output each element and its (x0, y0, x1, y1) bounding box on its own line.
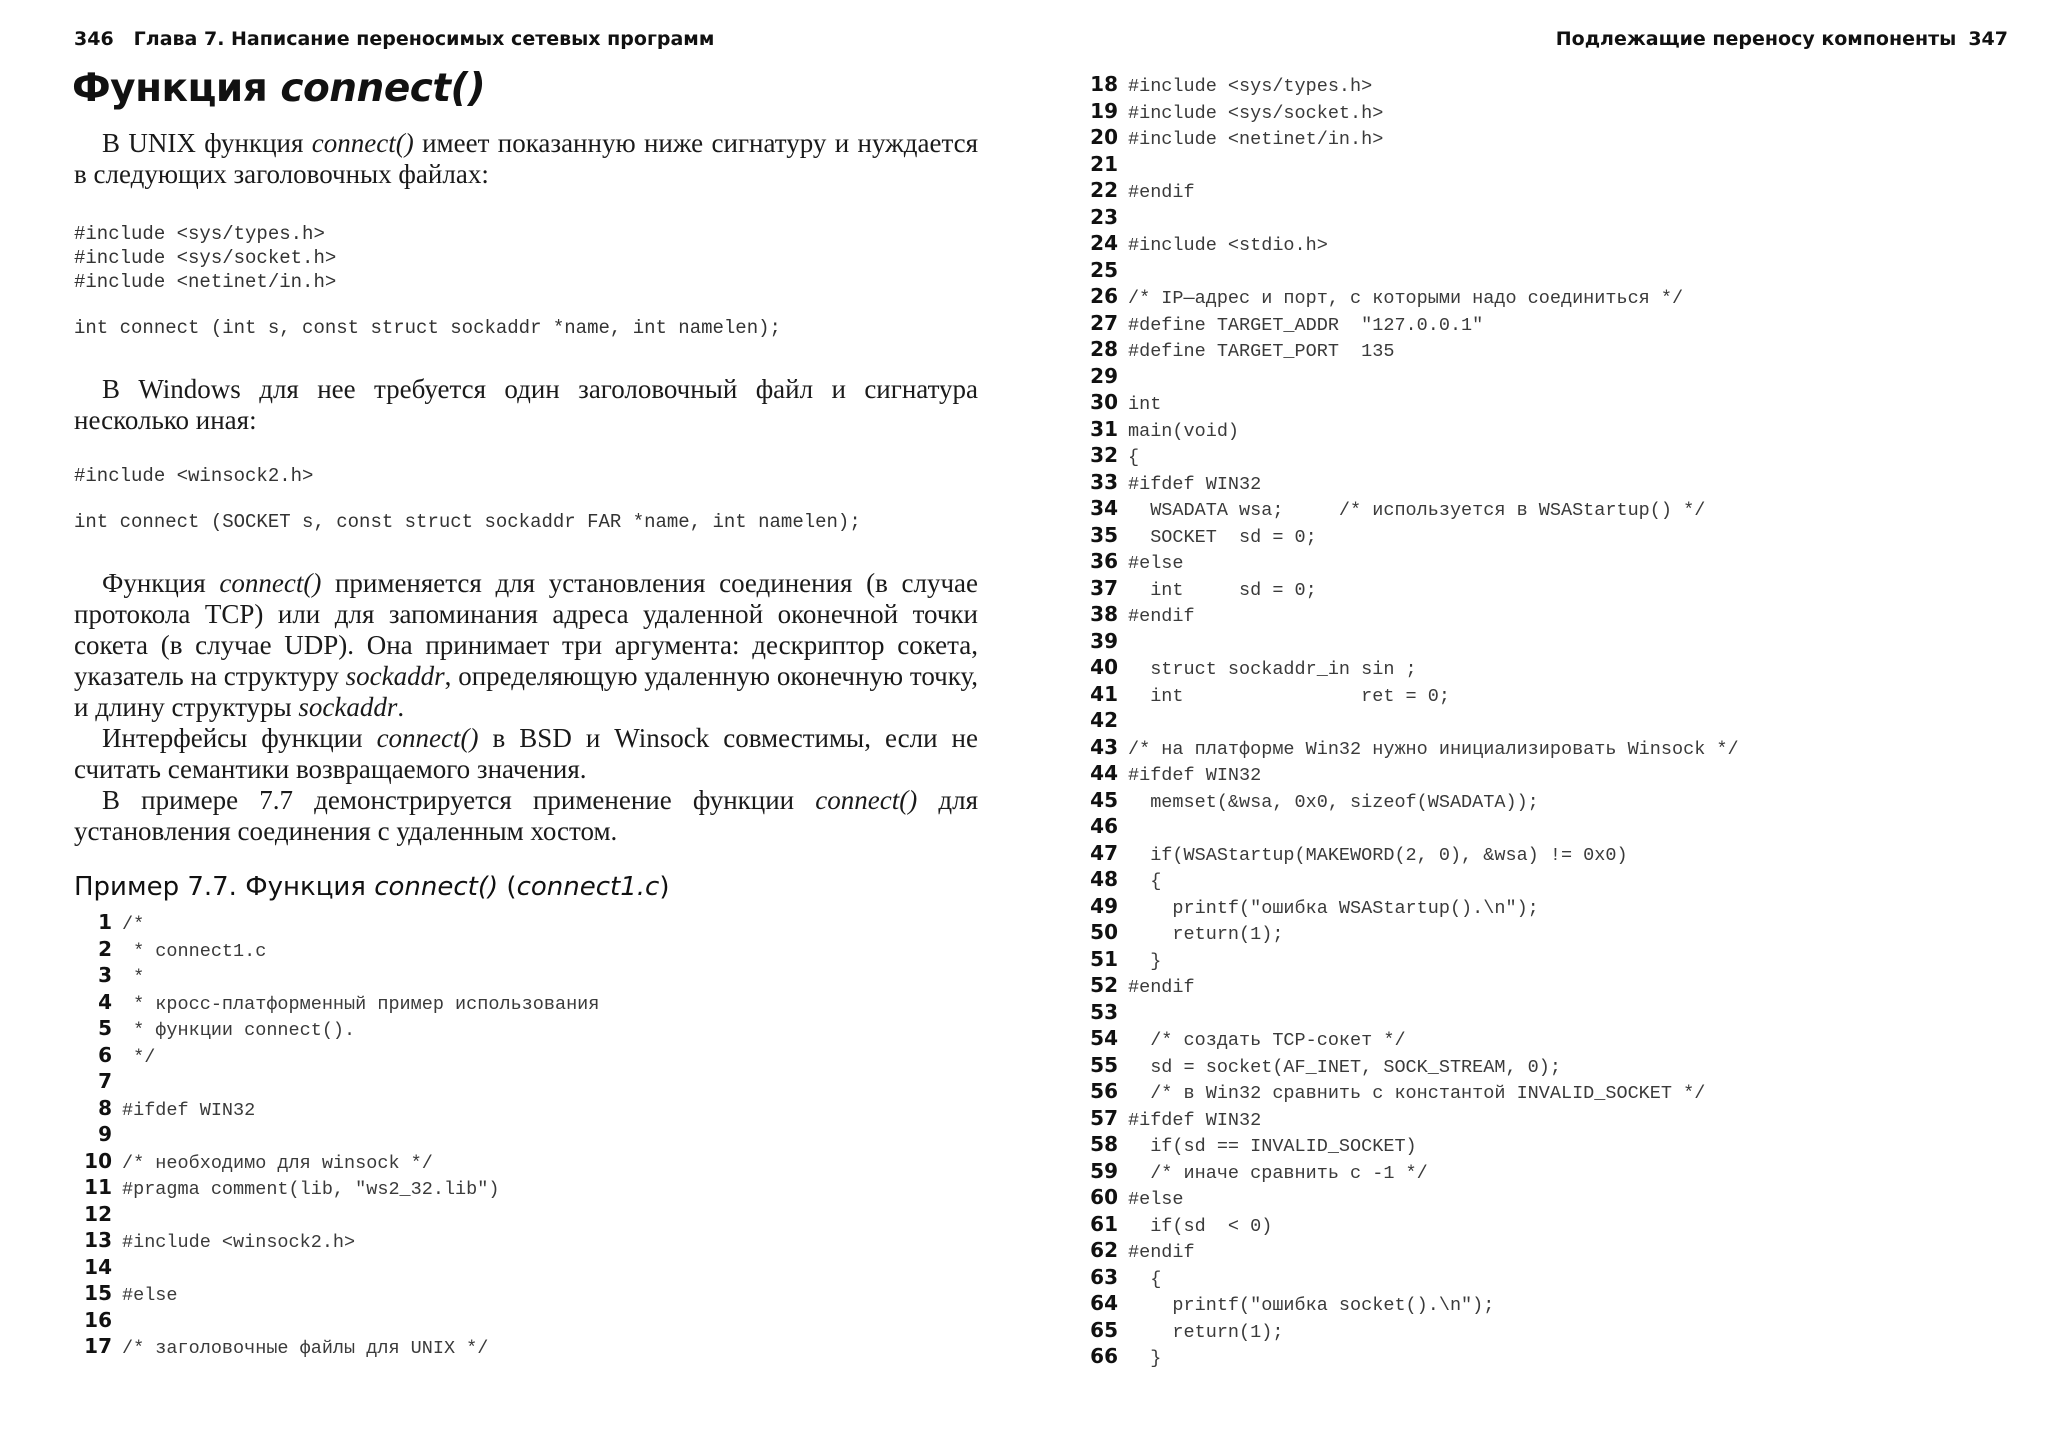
line-number: 48 (1090, 867, 1118, 891)
section-title-prefix: Функция (72, 66, 268, 111)
unix-code-block (74, 222, 781, 340)
line-code: #else (1128, 553, 1184, 574)
listing-line (1080, 495, 1739, 522)
code-line: int connect (int s, const struct sockaddr *name, int namelen); (74, 317, 781, 339)
listing-line (1080, 151, 1739, 178)
listing-line (1080, 1052, 1739, 1079)
code-line: #include <winsock2.h> (74, 465, 314, 487)
line-number: 5 (98, 1016, 112, 1040)
line-number: 15 (84, 1281, 112, 1305)
listing-line (1080, 177, 1739, 204)
left-page-number: 346 (74, 28, 114, 50)
line-number: 14 (84, 1254, 112, 1279)
line-code: } (1128, 1348, 1162, 1369)
line-number: 66 (1090, 1344, 1118, 1368)
line-number: 44 (1090, 761, 1118, 785)
listing-line (1080, 257, 1739, 284)
example-caption-paren: ) (659, 872, 670, 902)
line-code: printf("ошибка socket().\n"); (1128, 1295, 1495, 1316)
listing-line (1080, 548, 1739, 575)
listing-line (1080, 840, 1739, 867)
line-number: 28 (1090, 337, 1118, 361)
listing-line (74, 962, 599, 989)
example-text-2: для установления соединения с удаленным хостом. (74, 785, 978, 846)
example-label: Пример 7.7. (74, 872, 237, 902)
listing-line (1080, 919, 1739, 946)
line-code: main(void) (1128, 420, 1240, 442)
line-number: 51 (1090, 946, 1118, 971)
purpose-struct-name: sockaddr (298, 692, 398, 722)
line-code: #else (122, 1285, 178, 1306)
line-number: 16 (84, 1307, 112, 1332)
line-number: 7 (98, 1069, 112, 1093)
line-code: /* на платформе Win32 нужно инициализировать Winsock */ (1128, 738, 1739, 760)
example-function-name: connect() (815, 785, 918, 815)
listing-line (74, 1280, 599, 1307)
line-code: struct sockaddr_in sin ; (1128, 659, 1417, 680)
listing-line (1080, 363, 1739, 390)
line-number: 21 (1090, 151, 1118, 176)
line-code: #pragma comment(lib, "ws2_32.lib") (122, 1179, 500, 1200)
line-number: 39 (1090, 628, 1118, 653)
purpose-text-4: . (397, 692, 405, 722)
listing-line (1080, 1290, 1739, 1317)
line-number: 40 (1090, 655, 1118, 679)
purpose-text-2: применяется для установления соединения (в случае протокола TCP) или для запоминания адреса удаленной оконечной точки сокета (в случае UDP). Она принимает три аргумента: дескриптор сокета, указатель на структуру (74, 568, 979, 691)
line-number: 36 (1090, 549, 1118, 573)
left-running-head-text: Глава 7. Написание переносимых сетевых программ (133, 28, 715, 50)
line-number: 23 (1090, 204, 1118, 229)
purpose-function-name: connect() (219, 568, 322, 598)
line-code: { (1128, 1268, 1162, 1290)
line-code: sd = socket(AF_INET, SOCK_STREAM, 0); (1128, 1056, 1561, 1078)
listing-line (1080, 1025, 1739, 1052)
listing-line (1080, 1211, 1739, 1238)
line-code: { (1128, 871, 1162, 892)
line-number: 12 (84, 1201, 112, 1226)
line-code: /* необходимо для winsock */ (122, 1152, 433, 1174)
listing-line (1080, 1184, 1739, 1211)
line-number: 22 (1090, 178, 1118, 202)
listing-line (1080, 283, 1739, 310)
line-code: return(1); (1128, 1321, 1284, 1343)
line-code: /* иначе сравнить с -1 */ (1128, 1162, 1428, 1184)
line-number: 64 (1090, 1291, 1118, 1315)
line-code: int sd = 0; (1128, 579, 1317, 601)
line-code: /* в Win32 сравнить с константой INVALID_SOCKET */ (1128, 1083, 1706, 1104)
example-intro-paragraph (74, 785, 978, 847)
line-code: #ifdef WIN32 (1128, 765, 1262, 786)
line-number: 25 (1090, 257, 1118, 282)
code-line (74, 294, 781, 316)
purpose-paragraph (74, 568, 978, 723)
compat-paragraph (74, 723, 978, 785)
example-caption (74, 872, 669, 902)
listing-line (1080, 601, 1739, 628)
line-number: 6 (98, 1042, 112, 1067)
line-code: /* (122, 914, 145, 935)
line-number: 17 (84, 1334, 112, 1358)
listing-line (1080, 98, 1739, 125)
section-title-function: connect() (280, 66, 486, 111)
listing-line (1080, 1158, 1739, 1185)
line-number: 52 (1090, 973, 1118, 997)
line-code: #include <sys/socket.h> (1128, 102, 1384, 124)
right-running-head-text: Подлежащие переносу компоненты (1555, 28, 1957, 50)
line-code: if(sd < 0) (1128, 1215, 1273, 1237)
line-code: * кросс-платформенный пример использования (122, 993, 600, 1015)
listing-line (74, 1015, 599, 1042)
line-number: 65 (1090, 1317, 1118, 1342)
line-code: if(sd == INVALID_SOCKET) (1128, 1136, 1417, 1157)
listing-line (1080, 336, 1739, 363)
listing-line (1080, 628, 1739, 655)
line-number: 2 (98, 936, 112, 961)
line-number: 54 (1090, 1026, 1118, 1050)
line-code: #include <stdio.h> (1128, 235, 1328, 256)
listing-line (1080, 866, 1739, 893)
listing-line (1080, 813, 1739, 840)
listing-line (74, 1042, 599, 1069)
listing-line (1080, 1343, 1739, 1370)
line-number: 33 (1090, 469, 1118, 494)
line-code: */ (122, 1046, 156, 1068)
section-title (72, 66, 485, 111)
line-code: #endif (1128, 1242, 1195, 1263)
line-number: 53 (1090, 999, 1118, 1024)
listing-line (1080, 204, 1739, 231)
line-number: 13 (84, 1228, 112, 1252)
code-line (74, 488, 861, 510)
line-code: #ifdef WIN32 (1128, 1109, 1262, 1131)
listing-line (74, 1254, 599, 1281)
line-number: 18 (1090, 72, 1118, 96)
code-line: #include <sys/types.h> (74, 223, 325, 245)
example-caption-function: connect() (374, 872, 499, 902)
right-page-number: 347 (1968, 28, 2008, 50)
line-number: 1 (98, 910, 112, 934)
line-code: #define TARGET_PORT 135 (1128, 341, 1395, 362)
windows-paragraph: В Windows для нее требуется один заголовочный файл и сигнатура несколько иная: (74, 374, 978, 435)
line-number: 41 (1090, 681, 1118, 706)
line-code: * функции connect(). (122, 1020, 356, 1041)
intro-text-1: В UNIX функция (102, 128, 312, 158)
intro-paragraph (74, 128, 978, 190)
line-code: if(WSAStartup(MAKEWORD(2, 0), &wsa) != 0x0) (1128, 844, 1628, 866)
intro-text-2: имеет показанную ниже сигнатуру и нуждается в следующих заголовочных файлах: (74, 128, 979, 189)
line-number: 63 (1090, 1264, 1118, 1289)
listing-line (1080, 575, 1739, 602)
line-code: #include <winsock2.h> (122, 1232, 356, 1253)
listing-line (1080, 310, 1739, 337)
listing-line (1080, 972, 1739, 999)
line-number: 24 (1090, 231, 1118, 255)
listing-line (1080, 999, 1739, 1026)
line-number: 20 (1090, 125, 1118, 149)
line-number: 58 (1090, 1132, 1118, 1156)
line-number: 50 (1090, 920, 1118, 944)
listing-line (74, 1148, 599, 1175)
line-code: #define TARGET_ADDR "127.0.0.1" (1128, 314, 1484, 336)
line-number: 35 (1090, 522, 1118, 547)
code-listing-right (1080, 71, 1739, 1370)
listing-line (1080, 1105, 1739, 1132)
line-code: } (1128, 950, 1162, 972)
line-number: 11 (84, 1175, 112, 1199)
code-line: #include <sys/socket.h> (74, 247, 337, 269)
line-number: 60 (1090, 1185, 1118, 1209)
purpose-text-3: , определяющую удаленную оконечную точку, и длину структуры (74, 661, 978, 722)
line-number: 45 (1090, 787, 1118, 812)
line-code: printf("ошибка WSAStartup().\n"); (1128, 897, 1539, 919)
line-number: 4 (98, 989, 112, 1014)
line-number: 34 (1090, 496, 1118, 520)
line-number: 56 (1090, 1079, 1118, 1103)
line-number: 31 (1090, 416, 1118, 441)
listing-line (74, 909, 599, 936)
listing-line (1080, 1317, 1739, 1344)
line-number: 49 (1090, 893, 1118, 918)
line-number: 10 (84, 1148, 112, 1173)
listing-line (1080, 1078, 1739, 1105)
line-number: 29 (1090, 363, 1118, 388)
line-number: 37 (1090, 575, 1118, 600)
listing-line (74, 1095, 599, 1122)
line-code: * (122, 967, 145, 988)
line-code: int ret = 0; (1128, 685, 1450, 707)
listing-line (1080, 1264, 1739, 1291)
line-number: 62 (1090, 1238, 1118, 1262)
line-code: /* заголовочные файлы для UNIX */ (122, 1338, 489, 1359)
code-listing-left (74, 909, 599, 1360)
compat-text-1: Интерфейсы функции (102, 723, 377, 753)
left-running-head (74, 28, 714, 50)
listing-line (1080, 124, 1739, 151)
listing-line (1080, 1237, 1739, 1264)
listing-line (1080, 416, 1739, 443)
line-code: /* IP—адрес и порт, с которыми надо соединиться */ (1128, 288, 1684, 309)
line-code: { (1128, 447, 1140, 468)
listing-line (74, 1174, 599, 1201)
line-number: 3 (98, 963, 112, 987)
line-code: /* создать TCP-сокет */ (1128, 1030, 1406, 1051)
purpose-text-1: Функция (102, 568, 220, 598)
example-caption-text: Функция (236, 872, 375, 902)
listing-line (1080, 787, 1739, 814)
line-code: #endif (1128, 977, 1195, 998)
listing-line (1080, 707, 1739, 734)
listing-line (74, 1333, 599, 1360)
line-code: #include <sys/types.h> (1128, 76, 1373, 97)
line-code: * connect1.c (122, 940, 267, 962)
line-number: 8 (98, 1095, 112, 1120)
code-line: #include <netinet/in.h> (74, 271, 337, 293)
listing-line (1080, 734, 1739, 761)
right-page (1024, 0, 2048, 1447)
listing-line (74, 1068, 599, 1095)
line-number: 47 (1090, 840, 1118, 865)
example-text-1: В примере 7.7 демонстрируется применение функции (102, 785, 816, 815)
example-caption-filename: connect1.c (516, 872, 660, 902)
listing-line (1080, 442, 1739, 469)
purpose-struct-name: sockaddr (345, 661, 445, 691)
line-number: 43 (1090, 734, 1118, 759)
right-running-head (1556, 28, 2008, 50)
line-number: 9 (98, 1122, 112, 1146)
listing-line (1080, 230, 1739, 257)
line-code: return(1); (1128, 924, 1284, 945)
listing-line (1080, 389, 1739, 416)
line-code: int (1128, 394, 1162, 415)
line-code: #else (1128, 1189, 1184, 1210)
listing-line (1080, 71, 1739, 98)
listing-line (1080, 946, 1739, 973)
line-number: 61 (1090, 1211, 1118, 1236)
listing-line (1080, 893, 1739, 920)
line-number: 38 (1090, 602, 1118, 626)
listing-line (1080, 522, 1739, 549)
listing-line (74, 1121, 599, 1148)
code-line: int connect (SOCKET s, const struct sockaddr FAR *name, int namelen); (74, 511, 861, 533)
line-code: SOCKET sd = 0; (1128, 526, 1317, 548)
listing-line (1080, 681, 1739, 708)
line-code: memset(&wsa, 0x0, sizeof(WSADATA)); (1128, 791, 1539, 813)
line-number: 32 (1090, 443, 1118, 467)
line-number: 59 (1090, 1158, 1118, 1183)
listing-line (74, 1227, 599, 1254)
listing-line (74, 1201, 599, 1228)
intro-function-name: connect() (311, 128, 414, 158)
listing-line (1080, 469, 1739, 496)
listing-line (1080, 654, 1739, 681)
line-number: 46 (1090, 814, 1118, 838)
compat-text-2: в BSD и Winsock совместимы, если не считать семантики возвращаемого значения. (74, 723, 978, 784)
line-code: #include <netinet/in.h> (1128, 129, 1384, 150)
windows-code-block (74, 464, 861, 534)
left-page (0, 0, 1020, 1447)
line-number: 27 (1090, 310, 1118, 335)
line-code: #endif (1128, 606, 1195, 627)
line-number: 57 (1090, 1105, 1118, 1130)
listing-line (74, 1307, 599, 1334)
listing-line (74, 936, 599, 963)
listing-line (1080, 760, 1739, 787)
compat-function-name: connect() (376, 723, 479, 753)
line-code: #endif (1128, 182, 1195, 203)
line-number: 55 (1090, 1052, 1118, 1077)
line-code: #ifdef WIN32 (122, 1099, 256, 1121)
listing-line (74, 989, 599, 1016)
line-number: 42 (1090, 708, 1118, 732)
line-code: #ifdef WIN32 (1128, 473, 1262, 495)
line-number: 30 (1090, 390, 1118, 414)
listing-line (1080, 1131, 1739, 1158)
line-number: 19 (1090, 98, 1118, 123)
line-number: 26 (1090, 284, 1118, 308)
example-caption-paren: ( (498, 872, 517, 902)
line-code: WSADATA wsa; /* используется в WSAStartup() */ (1128, 500, 1706, 521)
